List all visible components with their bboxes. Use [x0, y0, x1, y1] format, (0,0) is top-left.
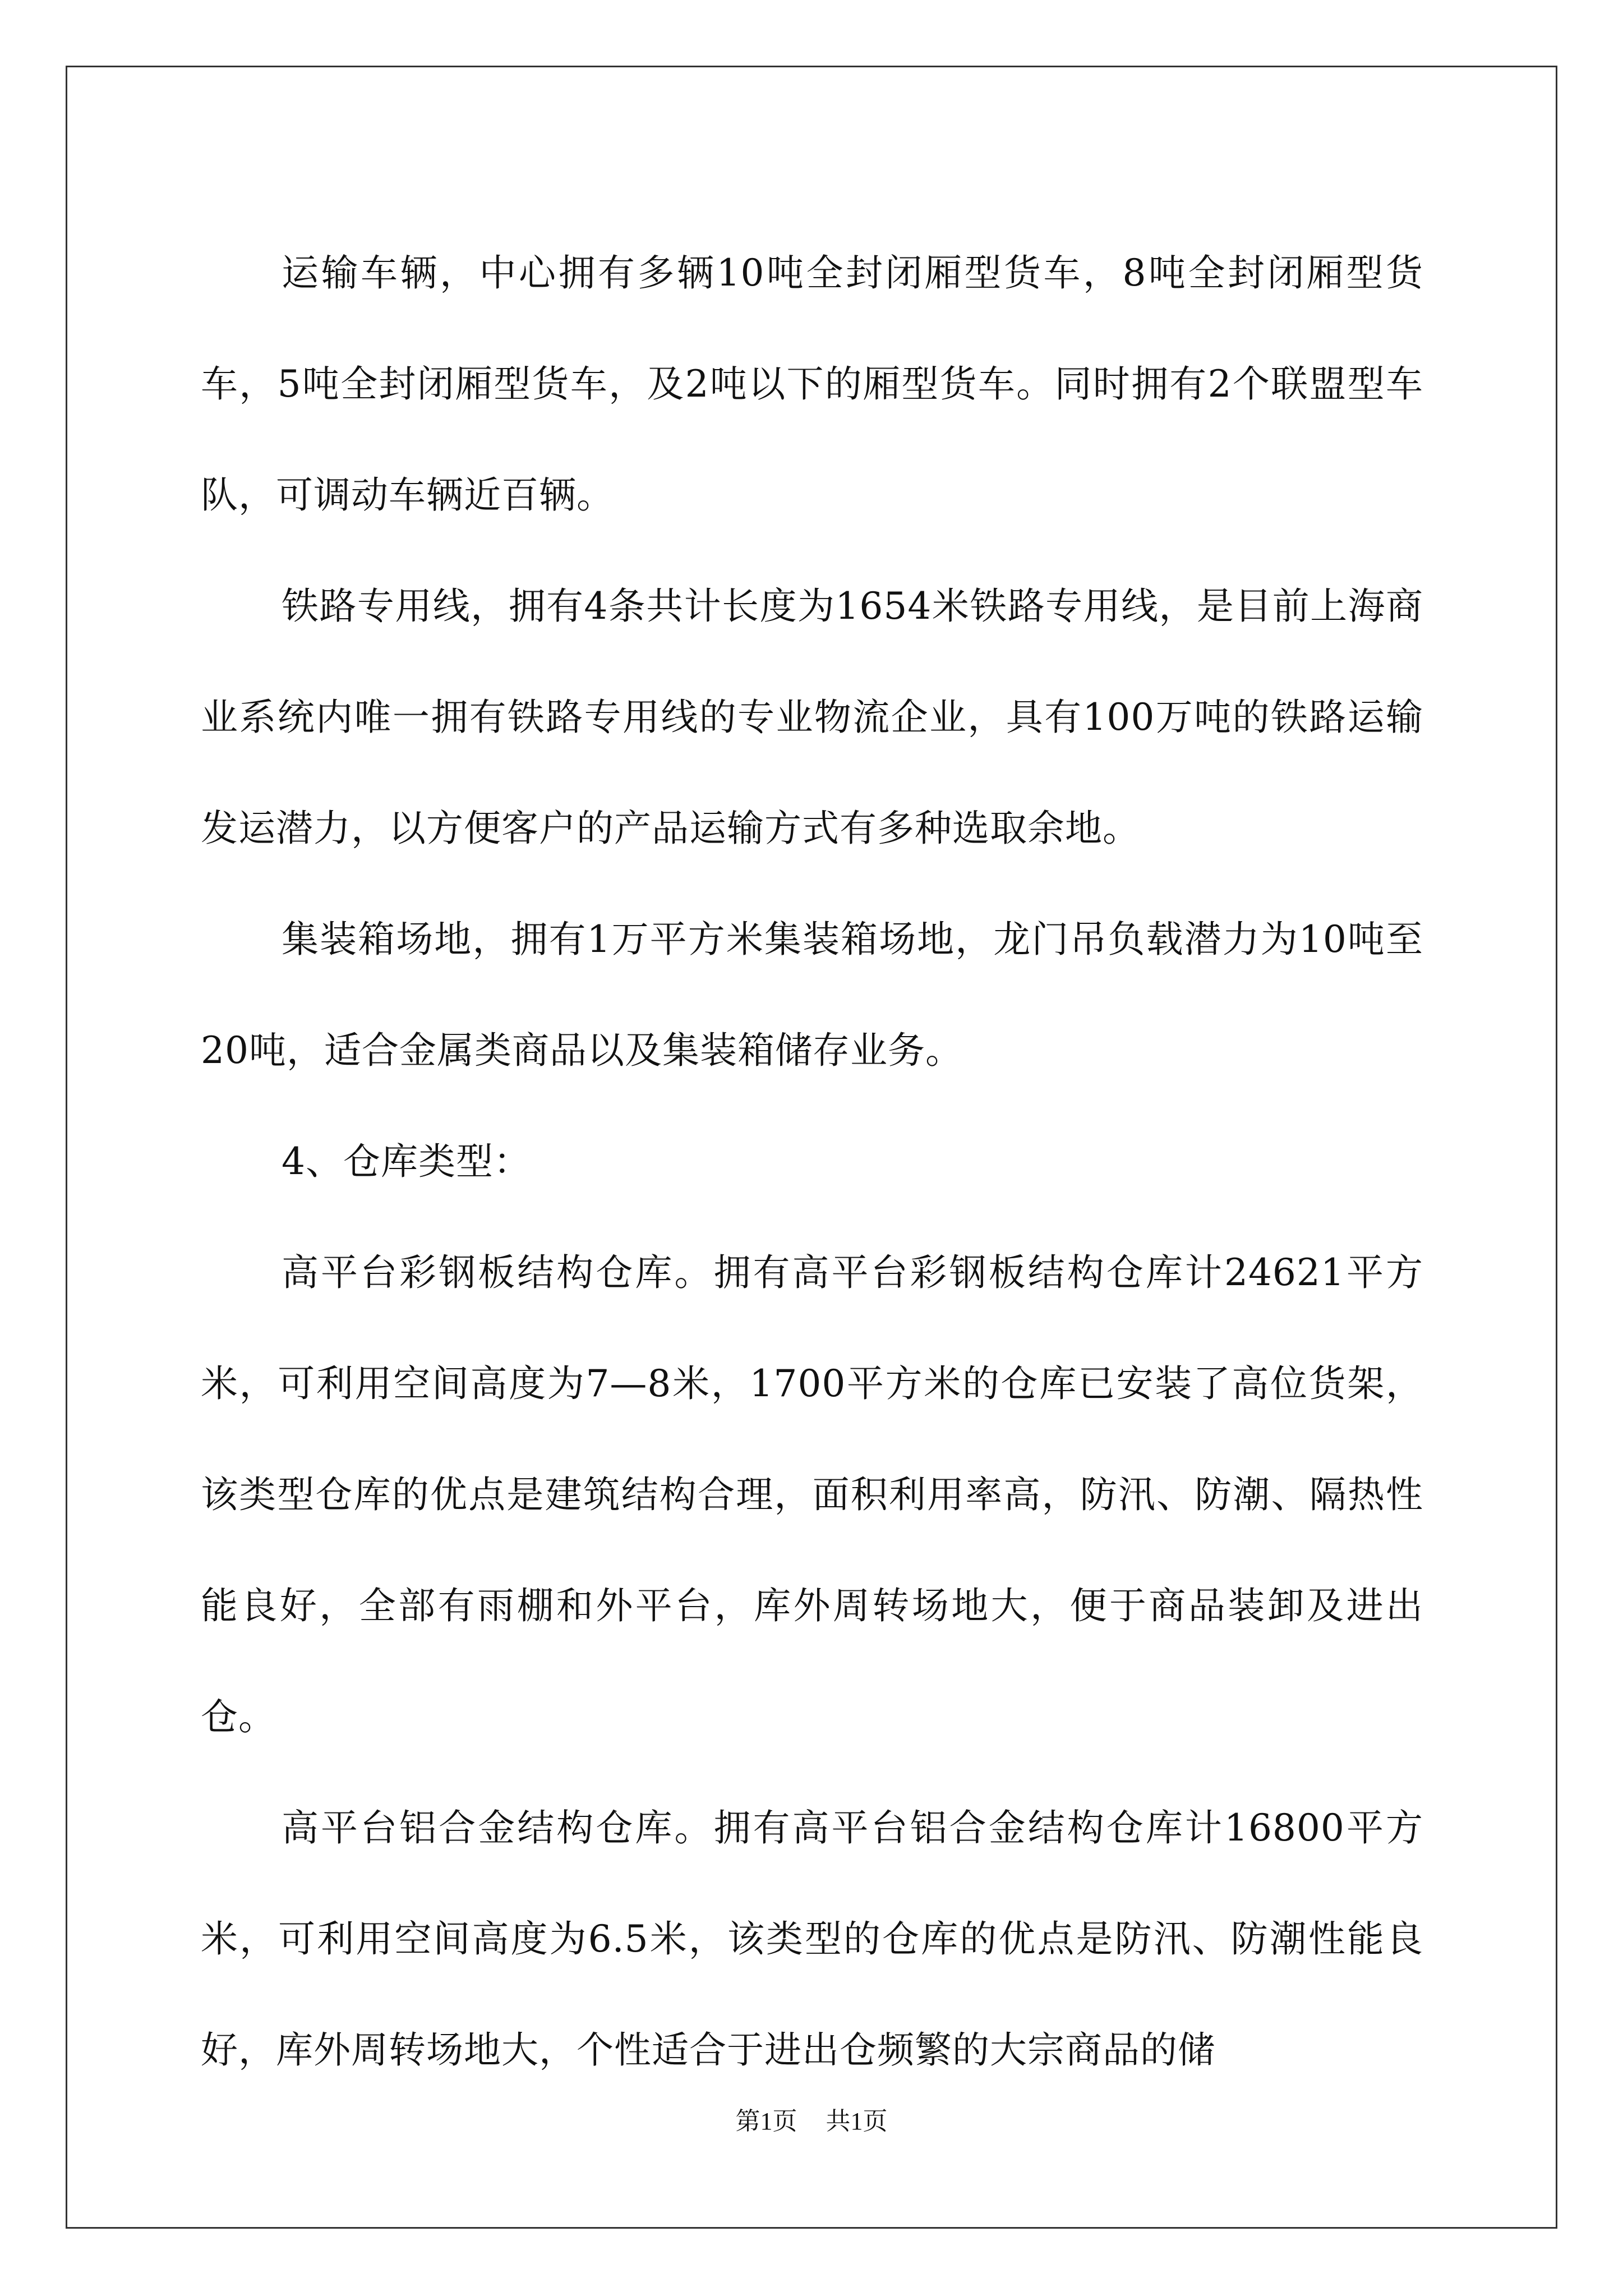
page-number: 第1页 [735, 2108, 797, 2135]
section-heading-warehouse-types: 4、仓库类型： [282, 1140, 531, 1183]
paragraph-railway-line: 铁路专用线，拥有4条共计长度为1654米铁路专用线，是目前上海商业系统内唯一拥有铁路专用线的专业物流企业，具有100万吨的铁路运输发运潜力，以方便客户的产品运输方式有多种选取余地。 [201, 585, 1423, 850]
paragraph-transport-vehicles: 运输车辆，中心拥有多辆10吨全封闭厢型货车，8吨全封闭厢型货车，5吨全封闭厢型货车，及2吨以下的厢型货车。同时拥有2个联盟型车队，可调动车辆近百辆。 [201, 251, 1423, 517]
paragraph-container-yard: 集装箱场地，拥有1万平方米集装箱场地，龙门吊负载潜力为10吨至20吨，适合金属类商品以及集装箱储存业务。 [201, 918, 1423, 1072]
paragraph-aluminum-warehouse: 高平台铝合金结构仓库。拥有高平台铝合金结构仓库计16800平方米，可利用空间高度为6.5米，该类型的仓库的优点是防汛、防潮性能良好，库外周转场地大，个性适合于进出仓频繁的大宗商品的储 [201, 1806, 1423, 2072]
page-footer [0, 2101, 1623, 2137]
document-body [201, 218, 1423, 2106]
paragraph-steel-warehouse: 高平台彩钢板结构仓库。拥有高平台彩钢板结构仓库计24621平方米，可利用空间高度为7—8米，1700平方米的仓库已安装了高位货架，该类型仓库的优点是建筑结构合理，面积利用率高，防汛、防潮、隔热性能良好，全部有雨棚和外平台，库外周转场地大，便于商品装卸及进出仓。 [201, 1251, 1423, 1738]
page-total: 共1页 [826, 2108, 888, 2135]
